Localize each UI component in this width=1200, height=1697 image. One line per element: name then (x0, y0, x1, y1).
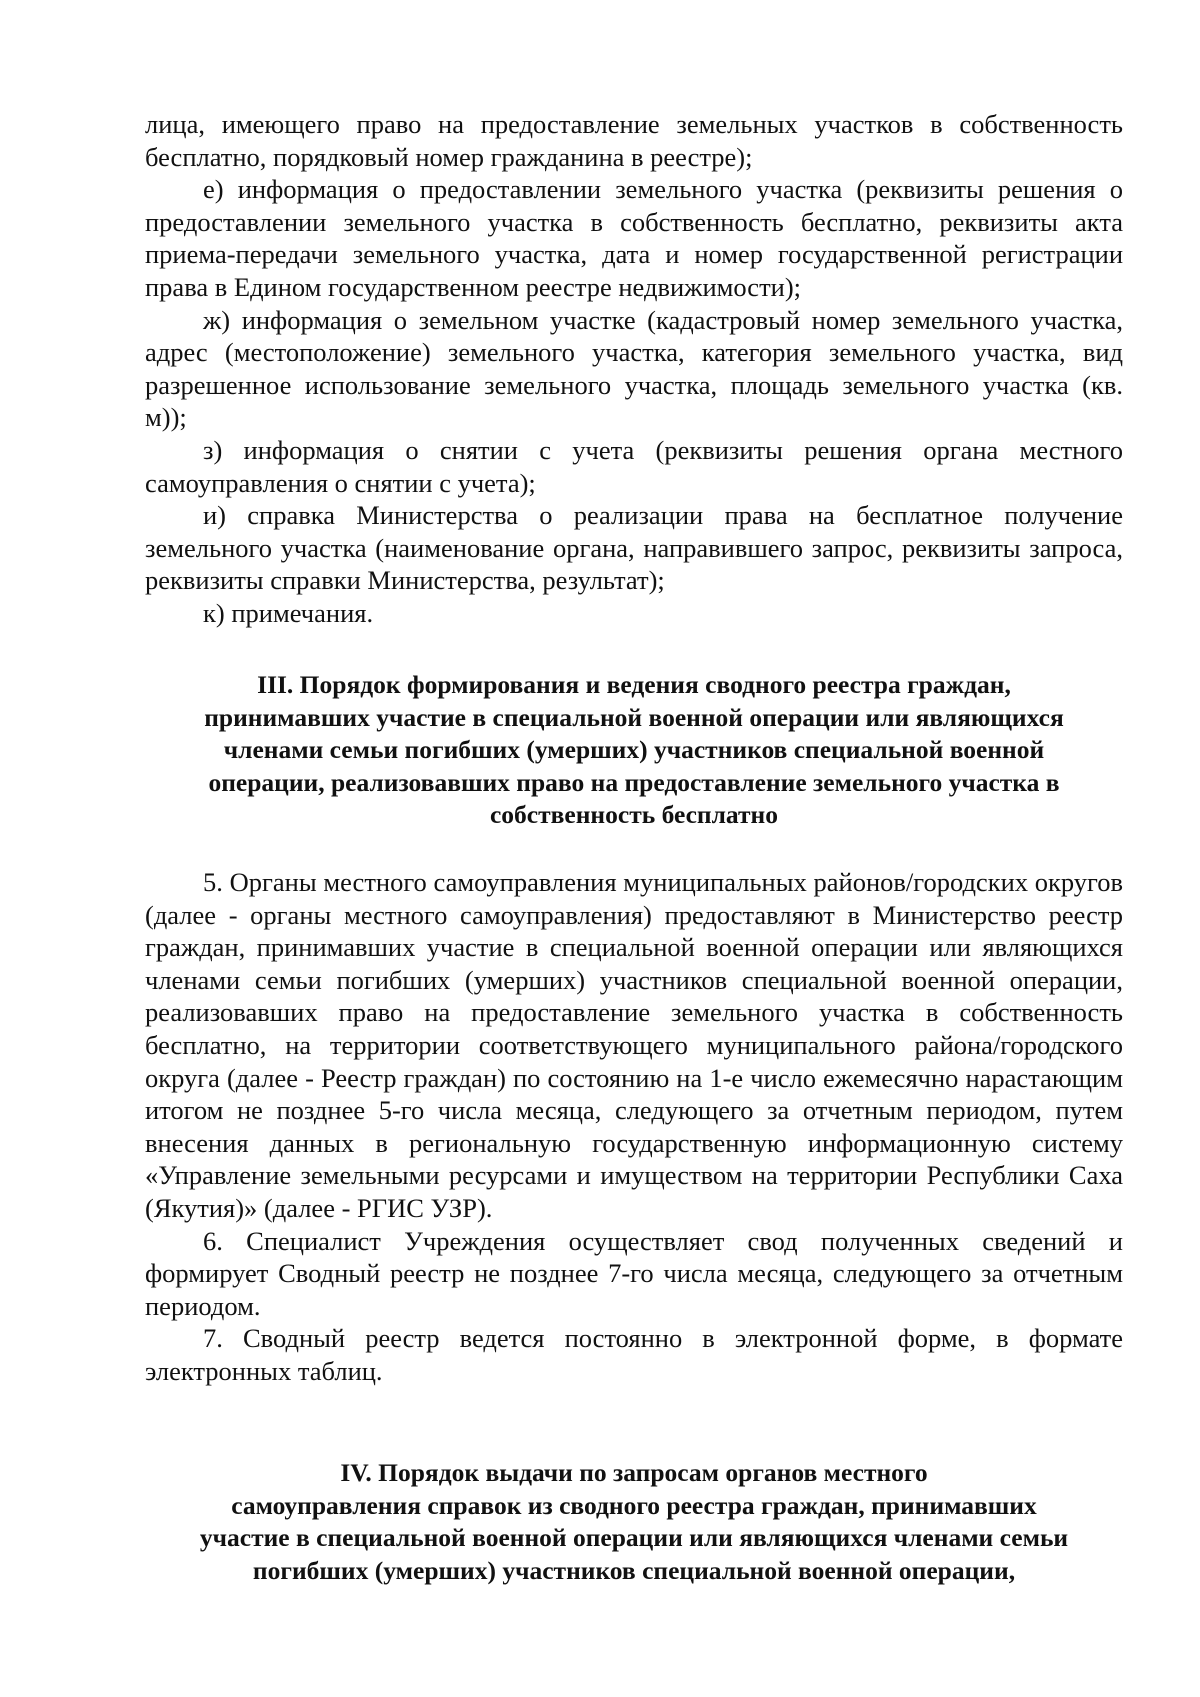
heading-line: погибших (умерших) участников специальной военной операции, (252, 1555, 1016, 1585)
section-4-heading (145, 1457, 1123, 1587)
section-3-heading (145, 669, 1123, 832)
list-items-block (145, 108, 1123, 630)
paragraph-item-i: и) справка Министерства о реализации права на бесплатное получение земельного участка (наименование органа, направившего запрос, реквизиты запроса, реквизиты справки Министерства, результат); (145, 500, 1123, 596)
heading-line: операции, реализовавших право на предоставление земельного участка в (208, 767, 1060, 797)
paragraph-item-e: е) информация о предоставлении земельного участка (реквизиты решения о предоставлении земельного участка в собственность бесплатно, реквизиты акта приема-передачи земельного участка, дата и номер государственной регистрации права в Едином государственном реестре недвижимости); (145, 174, 1123, 302)
heading-line: членами семьи погибших (умерших) участников специальной военной (223, 735, 1045, 765)
heading-line: участие в специальной военной операции или являющихся членами семьи (199, 1523, 1069, 1553)
heading-line: собственность бесплатно (489, 800, 778, 830)
heading-line: IV. Порядок выдачи по запросам органов местного (340, 1458, 928, 1487)
paragraph-5: 5. Органы местного самоуправления муниципальных районов/городских округов (далее - органы местного самоуправления) предоставляют в Министерство реестр граждан, принимавших участие в специальной военной операции или являющихся членами семьи погибших (умерших) участников специальной военной операции, реализовавших право на предоставление земельного участка в собственность бесплатно, на территории соответствующего муниципального района/городского округа (далее - Реестр граждан) по состоянию на 1-е число ежемесячно нарастающим итогом не позднее 5-го числа месяца, следующего за отчетным периодом, путем внесения данных в региональную государственную информационную систему «Управление земельными ресурсами и имуществом на территории Республики Саха (Якутия)» (далее - РГИС УЗР). (145, 867, 1123, 1223)
paragraph-continuation: лица, имеющего право на предоставление земельных участков в собственность бесплатно, порядковый номер гражданина в реестре); (145, 109, 1123, 172)
paragraph-6: 6. Специалист Учреждения осуществляет свод полученных сведений и формирует Сводный реестр не позднее 7-го числа месяца, следующего за отчетным периодом. (145, 1225, 1123, 1321)
heading-line: самоуправления справок из сводного реестра граждан, принимавших (231, 1490, 1037, 1520)
paragraph-item-k: к) примечания. (203, 597, 374, 628)
heading-line: III. Порядок формирования и ведения сводного реестра граждан, (257, 670, 1011, 699)
paragraph-item-zh: ж) информация о земельном участке (кадастровый номер земельного участка, адрес (местоположение) земельного участка, категория земельного участка, вид разрешенное использование земельного участка, площадь земельного участка (кв. м)); (145, 304, 1123, 433)
paragraph-7: 7. Сводный реестр ведется постоянно в электронной форме, в формате электронных таблиц. (145, 1323, 1123, 1386)
paragraph-item-z: з) информация о снятии с учета (реквизиты решения органа местного самоуправления о снятии с учета); (145, 434, 1123, 498)
section-3-body (145, 866, 1123, 1388)
heading-line: принимавших участие в специальной военной операции или являющихся (204, 702, 1064, 732)
